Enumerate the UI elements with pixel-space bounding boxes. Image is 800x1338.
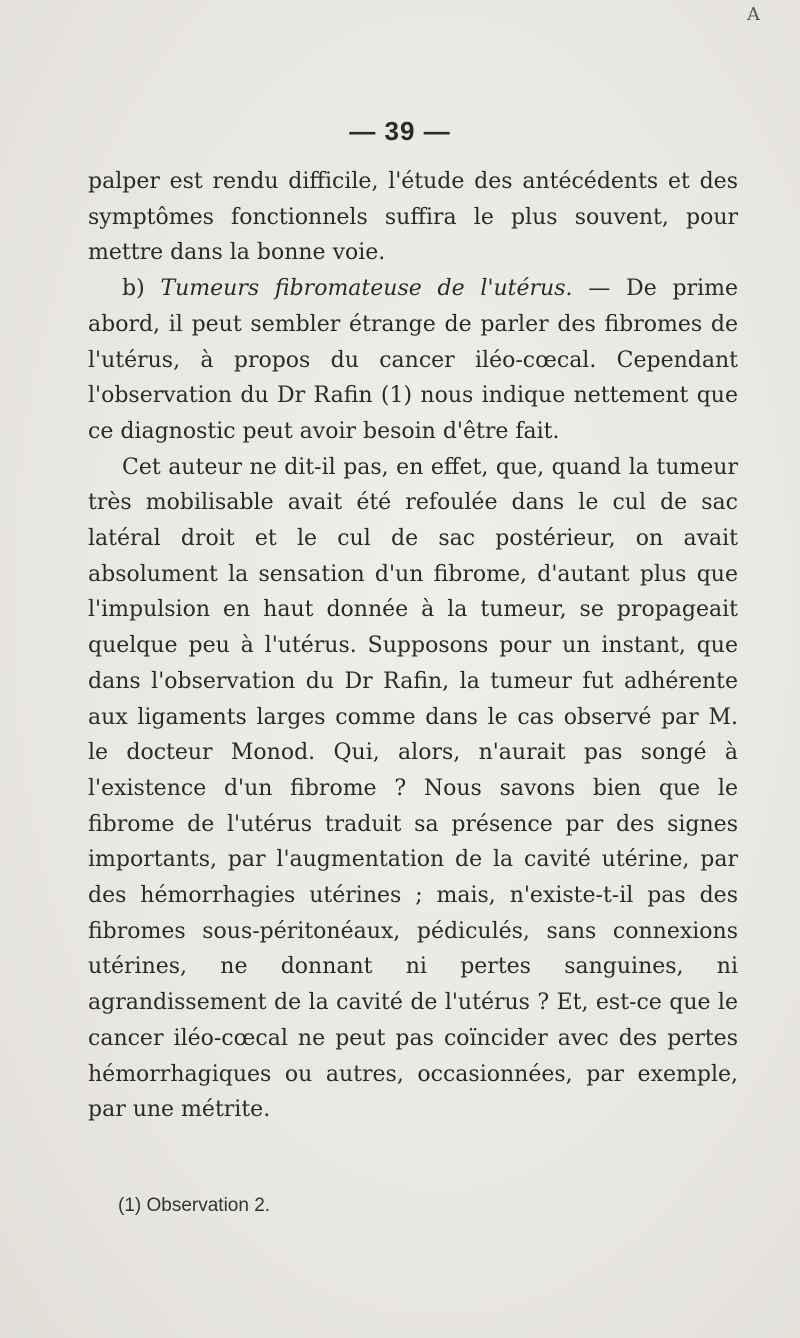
footnote: (1) Observation 2.	[118, 1195, 271, 1216]
body-text	[88, 164, 738, 1128]
paragraph-2	[88, 271, 738, 450]
paragraph-2-text: — De prime abord, il peut sembler étrange de parler des fibromes de l'utérus, à propos du cancer iléo-cœcal. Cependant l'observation du Dr Rafin (1) nous indique nettement que ce diagnostic peut avoir besoin d'être fait.	[88, 276, 738, 444]
page-number: — 39 —	[349, 116, 451, 146]
paragraph-1: palper est rendu difficile, l'étude des antécédents et des symptômes fonctionnels suffira le plus souvent, pour mettre dans la bonne voie.	[88, 169, 738, 266]
corner-mark: A	[747, 4, 760, 25]
section-label: b)	[122, 276, 161, 302]
paragraph-3: Cet auteur ne dit-il pas, en effet, que, quand la tumeur très mobilisable avait été refoulée dans le cul de sac latéral droit et le cul de sac postérieur, on avait absolument la sensation d'un fibrome, d'autant plus que l'impulsion en haut donnée à la tumeur, se propageait quelque peu à l'utérus. Supposons pour un instant, que dans l'observation du Dr Rafin, la tumeur fut adhérente aux ligaments larges comme dans le cas observé par M. le docteur Monod. Qui, alors, n'aurait pas songé à l'existence d'un fibrome ? Nous savons bien que le fibrome de l'utérus traduit sa présence par des signes importants, par l'augmentation de la cavité utérine, par des hémorrhagies utérines ; mais, n'existe-t-il pas des fibromes sous-péritonéaux, pédiculés, sans connexions utérines, ne donnant ni pertes sanguines, ni agrandissement de la cavité de l'utérus ? Et, est-ce que le cancer iléo-cœcal ne peut pas coïncider avec des pertes hémorrhagiques ou autres, occasionnées, par exemple, par une métrite.	[88, 454, 738, 1123]
section-title: Tumeurs fibromateuse de l'utérus.	[160, 276, 573, 302]
